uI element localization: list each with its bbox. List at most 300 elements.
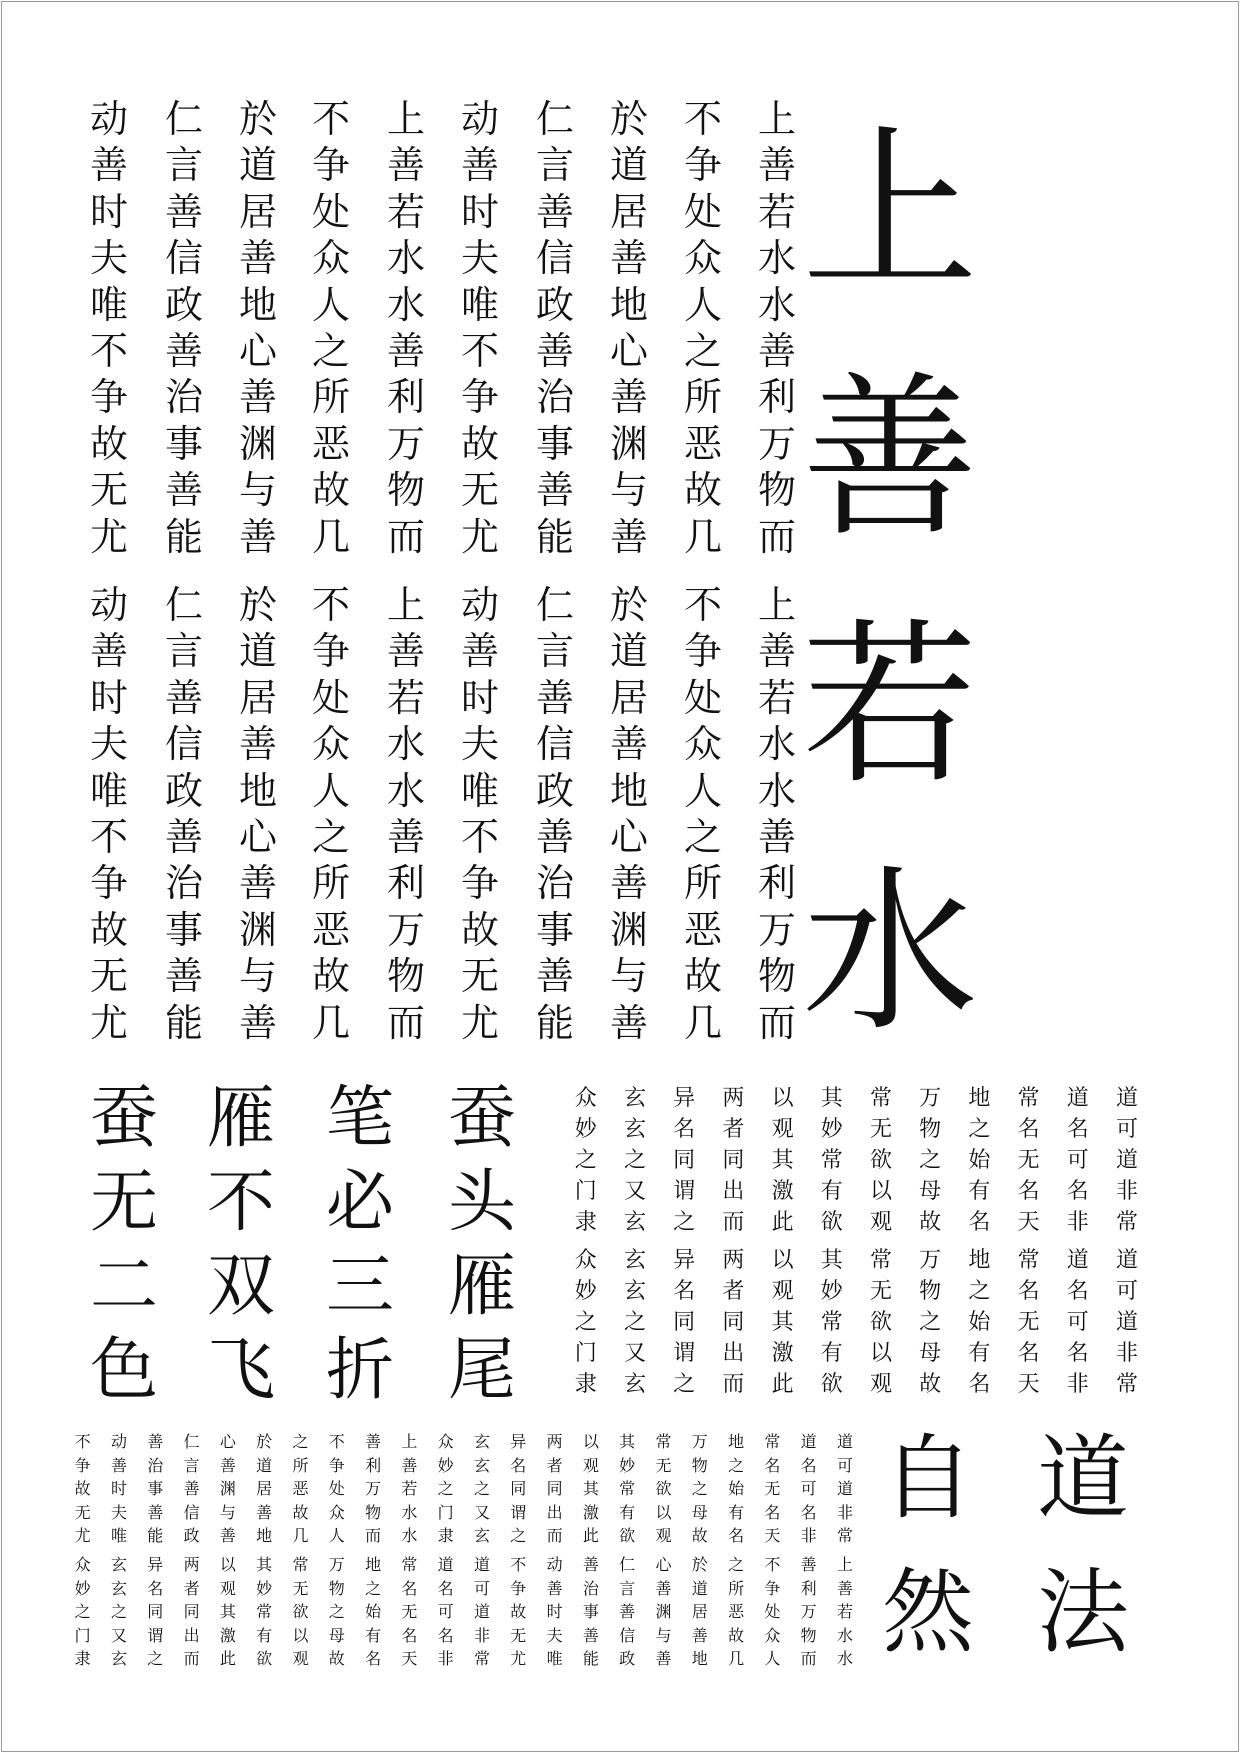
poem-char: 善 <box>238 722 277 767</box>
small-text-char: 善 <box>147 1432 164 1451</box>
idiom-char: 无 <box>89 1163 158 1242</box>
daodejing-char: 可 <box>1066 1148 1089 1173</box>
small-text-char: 谓 <box>147 1625 164 1645</box>
small-text-char: 此 <box>582 1526 599 1546</box>
small-text-char: 物 <box>328 1578 345 1598</box>
small-text-column <box>325 1553 349 1671</box>
small-text-char: 治 <box>147 1455 164 1475</box>
small-text-column <box>143 1430 167 1548</box>
poem-char: 无 <box>460 468 499 513</box>
poem-char: 水 <box>757 722 796 767</box>
small-text-char: 道 <box>473 1602 490 1622</box>
small-text-char: 同 <box>147 1602 164 1622</box>
poem-char: 水 <box>386 768 425 813</box>
poem-char: 不 <box>311 97 350 141</box>
poem-char: 渊 <box>238 421 277 466</box>
small-text-char: 水 <box>401 1526 418 1546</box>
small-text-char: 无 <box>510 1625 527 1645</box>
daodejing-column <box>571 1083 601 1238</box>
poem-char: 尤 <box>460 514 499 559</box>
daodejing-char: 常 <box>869 1086 892 1111</box>
big-title-char: 若 <box>801 603 978 808</box>
poem-char: 利 <box>757 861 796 906</box>
poem-char: 信 <box>535 722 574 767</box>
poem-char: 不 <box>460 328 499 373</box>
daodejing-column <box>718 1245 748 1400</box>
daodejing-char: 物 <box>919 1117 942 1142</box>
daodejing-char: 之 <box>623 1148 646 1173</box>
poem-char: 动 <box>89 583 128 627</box>
small-text-column <box>434 1430 458 1548</box>
small-text-char: 言 <box>183 1455 200 1475</box>
daodejing-char: 观 <box>771 1117 794 1142</box>
daodejing-char: 欲 <box>869 1148 892 1173</box>
small-text-char: 善 <box>401 1455 418 1475</box>
daodejing-char: 两 <box>722 1086 745 1111</box>
poem-char: 而 <box>386 514 425 559</box>
poem-char: 水 <box>386 722 425 767</box>
poem-char: 处 <box>311 675 350 720</box>
dao-fa-ziran-char: 自 <box>881 1425 974 1532</box>
poem-char: 故 <box>683 468 722 513</box>
small-text-char: 地 <box>691 1649 708 1669</box>
poem-char: 几 <box>683 514 722 559</box>
poem-char: 道 <box>609 143 648 188</box>
poem-char: 恶 <box>311 907 350 952</box>
small-text-char: 以 <box>582 1432 599 1451</box>
small-text-char: 不 <box>74 1432 91 1451</box>
poem-char: 善 <box>460 629 499 674</box>
poem-column <box>86 582 132 1046</box>
poem-column <box>532 96 578 560</box>
poem-char: 善 <box>757 328 796 373</box>
poem-char: 心 <box>238 328 277 373</box>
small-text-column <box>216 1430 240 1548</box>
small-text-char: 常 <box>401 1555 418 1574</box>
poem-char: 渊 <box>609 907 648 952</box>
poem-char: 善 <box>535 328 574 373</box>
small-text-char: 处 <box>764 1602 781 1622</box>
poem-char: 恶 <box>311 421 350 466</box>
daodejing-char: 名 <box>1066 1179 1089 1204</box>
poem-char: 善 <box>757 814 796 859</box>
poem-char: 处 <box>311 189 350 234</box>
poem-char: 於 <box>238 583 277 627</box>
daodejing-char: 以 <box>771 1086 794 1111</box>
daodejing-char: 之 <box>673 1372 696 1397</box>
poem-column <box>680 582 726 1046</box>
poem-column <box>308 96 354 560</box>
small-text-char: 门 <box>437 1502 454 1522</box>
small-text-char: 以 <box>219 1555 236 1574</box>
poem-column <box>680 96 726 560</box>
daodejing-char: 隶 <box>574 1372 597 1397</box>
daodejing-column <box>1014 1245 1044 1400</box>
poem-char: 水 <box>386 282 425 327</box>
daodejing-char: 名 <box>673 1279 696 1304</box>
small-text-char: 之 <box>110 1602 127 1622</box>
daodejing-char: 同 <box>722 1148 745 1173</box>
daodejing-char: 道 <box>1066 1248 1089 1273</box>
daodejing-char: 又 <box>623 1179 646 1204</box>
poem-char: 言 <box>164 143 203 188</box>
small-text-char: 异 <box>510 1432 527 1451</box>
small-text-char: 激 <box>582 1502 599 1522</box>
small-text-column <box>760 1553 784 1671</box>
poem-char: 夫 <box>89 722 128 767</box>
small-text-char: 善 <box>147 1502 164 1522</box>
poem-char: 利 <box>386 375 425 420</box>
small-text-char: 非 <box>437 1649 454 1669</box>
poem-char: 尤 <box>89 1000 128 1045</box>
poem-char: 时 <box>460 675 499 720</box>
poem-char: 道 <box>238 143 277 188</box>
poem-column <box>161 582 207 1046</box>
poem-char: 时 <box>460 189 499 234</box>
daodejing-char: 而 <box>722 1210 745 1235</box>
small-text-char: 事 <box>147 1479 164 1499</box>
small-text-char: 仁 <box>183 1432 200 1451</box>
daodejing-char: 可 <box>1115 1279 1138 1304</box>
small-text-char: 善 <box>546 1578 563 1598</box>
small-text-char: 信 <box>183 1502 200 1522</box>
poem-char: 善 <box>238 861 277 906</box>
poem-char: 人 <box>311 768 350 813</box>
small-text-char: 之 <box>691 1479 708 1499</box>
poem-char: 尤 <box>460 1000 499 1045</box>
poem-char: 几 <box>311 1000 350 1045</box>
poem-char: 能 <box>164 514 203 559</box>
daodejing-char: 出 <box>722 1179 745 1204</box>
poem-char: 水 <box>386 236 425 281</box>
poem-char: 善 <box>535 954 574 999</box>
poem-char: 恶 <box>683 421 722 466</box>
poem-char: 争 <box>683 629 722 674</box>
poem-char: 善 <box>164 814 203 859</box>
daodejing-char: 无 <box>1017 1310 1040 1335</box>
small-text-char: 上 <box>401 1432 418 1451</box>
poem-char: 善 <box>609 514 648 559</box>
daodejing-char: 故 <box>919 1372 942 1397</box>
idiom-char: 飞 <box>206 1331 275 1410</box>
idiom-column <box>79 1077 169 1413</box>
small-text-char: 此 <box>219 1649 236 1669</box>
small-text-char: 若 <box>836 1602 853 1622</box>
poem-char: 善 <box>609 722 648 767</box>
daodejing-char: 地 <box>968 1086 991 1111</box>
daodejing-char: 之 <box>574 1148 597 1173</box>
small-text-column <box>833 1430 857 1548</box>
poem-char: 善 <box>460 143 499 188</box>
small-text-char: 之 <box>292 1432 309 1451</box>
small-text-char: 善 <box>219 1455 236 1475</box>
small-text-char: 之 <box>473 1479 490 1499</box>
daodejing-char: 名 <box>968 1210 991 1235</box>
small-text-char: 欲 <box>619 1526 636 1546</box>
daodejing-char: 地 <box>968 1248 991 1273</box>
small-text-char: 天 <box>401 1649 418 1669</box>
poem-char: 动 <box>460 583 499 627</box>
daodejing-char: 始 <box>968 1148 991 1173</box>
poem-char: 所 <box>311 861 350 906</box>
small-text-char: 争 <box>74 1455 91 1475</box>
daodejing-char: 无 <box>869 1117 892 1142</box>
daodejing-char: 常 <box>1017 1086 1040 1111</box>
small-text-char: 无 <box>292 1578 309 1598</box>
daodejing-char: 常 <box>1115 1372 1138 1397</box>
small-text-char: 故 <box>510 1602 527 1622</box>
poem-char: 时 <box>89 189 128 234</box>
dao-fa-ziran-char: 道 <box>1036 1425 1129 1532</box>
small-text-char: 若 <box>401 1479 418 1499</box>
small-text-column <box>107 1553 131 1671</box>
big-title-char: 善 <box>801 356 978 561</box>
daodejing-char: 玄 <box>623 1372 646 1397</box>
daodejing-column <box>768 1083 798 1238</box>
small-text-column <box>180 1430 204 1548</box>
poem-char: 之 <box>311 814 350 859</box>
daodejing-char: 其 <box>771 1148 794 1173</box>
small-text-char: 争 <box>764 1578 781 1598</box>
poem-char: 处 <box>683 189 722 234</box>
poem-column <box>235 582 281 1046</box>
small-text-char: 善 <box>110 1455 127 1475</box>
small-text-char: 名 <box>401 1578 418 1598</box>
small-text-char: 不 <box>764 1555 781 1574</box>
daodejing-char: 天 <box>1017 1210 1040 1235</box>
small-text-char: 众 <box>437 1432 454 1451</box>
small-text-char: 所 <box>292 1455 309 1475</box>
poem-char: 不 <box>311 583 350 627</box>
small-text-column <box>71 1430 95 1548</box>
poem-char: 与 <box>238 468 277 513</box>
poem-char: 地 <box>238 768 277 813</box>
daodejing-char: 此 <box>771 1210 794 1235</box>
small-text-column <box>397 1553 421 1671</box>
poem-char: 故 <box>89 907 128 952</box>
poem-char: 若 <box>757 189 796 234</box>
small-text-column <box>434 1553 458 1671</box>
daodejing-char: 有 <box>820 1179 843 1204</box>
small-text-char: 恶 <box>728 1602 745 1622</box>
daodejing-column <box>620 1245 650 1400</box>
small-text-char: 同 <box>546 1479 563 1499</box>
poem-char: 若 <box>757 675 796 720</box>
daodejing-char: 之 <box>623 1310 646 1335</box>
daodejing-char: 观 <box>771 1279 794 1304</box>
poem-char: 居 <box>238 675 277 720</box>
poem-char: 故 <box>311 954 350 999</box>
daodejing-char: 同 <box>673 1148 696 1173</box>
small-text-char: 政 <box>183 1526 200 1546</box>
poem-char: 处 <box>683 675 722 720</box>
small-text-char: 之 <box>510 1526 527 1546</box>
daodejing-char: 有 <box>968 1179 991 1204</box>
small-text-char: 众 <box>764 1625 781 1645</box>
idiom-char: 雁 <box>447 1247 516 1326</box>
daodejing-column <box>817 1245 847 1400</box>
small-text-char: 观 <box>582 1455 599 1475</box>
small-text-char: 常 <box>256 1602 273 1622</box>
poem-char: 故 <box>89 421 128 466</box>
daodejing-column <box>1112 1245 1142 1400</box>
daodejing-char: 之 <box>919 1310 942 1335</box>
poem-char: 能 <box>535 1000 574 1045</box>
idiom-char: 双 <box>206 1247 275 1326</box>
small-text-char: 水 <box>836 1649 853 1669</box>
daodejing-char: 其 <box>771 1310 794 1335</box>
small-text-char: 玄 <box>473 1526 490 1546</box>
small-text-char: 万 <box>365 1479 382 1499</box>
poem-char: 故 <box>683 954 722 999</box>
idiom-char: 蚕 <box>447 1079 516 1158</box>
small-text-char: 名 <box>764 1502 781 1522</box>
small-text-char: 名 <box>147 1578 164 1598</box>
poem-char: 能 <box>164 1000 203 1045</box>
small-text-char: 不 <box>510 1555 527 1574</box>
poem-char: 上 <box>386 583 425 627</box>
daodejing-char: 以 <box>869 1179 892 1204</box>
daodejing-char: 名 <box>1066 1279 1089 1304</box>
poem-char: 善 <box>386 143 425 188</box>
small-text-char: 居 <box>691 1602 708 1622</box>
small-text-char: 动 <box>546 1555 563 1574</box>
daodejing-char: 者 <box>722 1117 745 1142</box>
idiom-char: 三 <box>325 1247 394 1326</box>
daodejing-char: 其 <box>820 1248 843 1273</box>
daodejing-char: 天 <box>1017 1372 1040 1397</box>
small-text-char: 之 <box>365 1578 382 1598</box>
poem-char: 无 <box>89 954 128 999</box>
small-text-char: 地 <box>365 1555 382 1574</box>
small-text-char: 善 <box>219 1526 236 1546</box>
small-text-char: 常 <box>655 1432 672 1451</box>
daodejing-char: 玄 <box>623 1248 646 1273</box>
poem-char: 地 <box>609 282 648 327</box>
daodejing-char: 之 <box>673 1210 696 1235</box>
poem-column <box>754 582 800 1046</box>
small-text-char: 善 <box>582 1555 599 1574</box>
small-text-char: 善 <box>691 1625 708 1645</box>
small-text-char: 故 <box>292 1502 309 1522</box>
poem-char: 善 <box>386 814 425 859</box>
poem-char: 事 <box>164 421 203 466</box>
poem-char: 争 <box>683 143 722 188</box>
daodejing-char: 妙 <box>574 1117 597 1142</box>
poem-char: 几 <box>311 514 350 559</box>
daodejing-char: 玄 <box>623 1086 646 1111</box>
poem-char: 争 <box>311 143 350 188</box>
small-text-char: 善 <box>582 1625 599 1645</box>
daodejing-char: 母 <box>919 1179 942 1204</box>
poem-char: 渊 <box>609 421 648 466</box>
small-text-char: 无 <box>655 1455 672 1475</box>
daodejing-char: 出 <box>722 1341 745 1366</box>
daodejing-column <box>669 1083 699 1238</box>
poem-char: 居 <box>609 189 648 234</box>
daodejing-char: 万 <box>919 1248 942 1273</box>
poem-char: 时 <box>89 675 128 720</box>
daodejing-char: 名 <box>673 1117 696 1142</box>
poem-char: 不 <box>683 97 722 141</box>
poem-char: 於 <box>238 97 277 141</box>
small-text-char: 而 <box>546 1526 563 1546</box>
daodejing-column <box>768 1245 798 1400</box>
small-text-char: 善 <box>619 1602 636 1622</box>
poem-char: 治 <box>164 861 203 906</box>
daodejing-char: 两 <box>722 1248 745 1273</box>
poem-char: 所 <box>683 861 722 906</box>
poem-column <box>161 96 207 560</box>
small-text-char: 其 <box>256 1555 273 1574</box>
small-text-char: 妙 <box>74 1578 91 1598</box>
daodejing-char: 以 <box>869 1341 892 1366</box>
idiom-column <box>437 1077 527 1413</box>
poem-char: 善 <box>89 629 128 674</box>
daodejing-char: 常 <box>820 1310 843 1335</box>
small-text-char: 众 <box>328 1502 345 1522</box>
daodejing-char: 谓 <box>673 1179 696 1204</box>
small-text-char: 隶 <box>437 1526 454 1546</box>
small-text-char: 之 <box>728 1555 745 1574</box>
small-text-column <box>543 1430 567 1548</box>
poem-char: 无 <box>460 954 499 999</box>
big-title-column <box>790 88 990 1076</box>
poem-char: 政 <box>535 282 574 327</box>
poem-char: 善 <box>535 814 574 859</box>
small-text-char: 万 <box>328 1555 345 1574</box>
small-text-column <box>652 1553 676 1671</box>
small-text-char: 观 <box>292 1649 309 1669</box>
daodejing-char: 常 <box>1017 1248 1040 1273</box>
poem-char: 言 <box>535 629 574 674</box>
daodejing-char: 名 <box>1017 1179 1040 1204</box>
small-text-char: 常 <box>764 1432 781 1451</box>
poem-char: 能 <box>535 514 574 559</box>
poem-char: 事 <box>535 421 574 466</box>
small-text-char: 名 <box>437 1578 454 1598</box>
daodejing-char: 以 <box>771 1248 794 1273</box>
daodejing-char: 欲 <box>820 1210 843 1235</box>
daodejing-column <box>1063 1245 1093 1400</box>
poem-char: 不 <box>683 583 722 627</box>
poem-char: 故 <box>460 421 499 466</box>
small-text-char: 善 <box>655 1649 672 1669</box>
daodejing-char: 常 <box>820 1148 843 1173</box>
poem-char: 上 <box>757 583 796 627</box>
daodejing-char: 物 <box>919 1279 942 1304</box>
daodejing-column <box>620 1083 650 1238</box>
daodejing-char: 同 <box>722 1310 745 1335</box>
small-text-char: 道 <box>836 1479 853 1499</box>
daodejing-char: 异 <box>673 1086 696 1111</box>
poem-char: 善 <box>164 954 203 999</box>
small-text-char: 政 <box>619 1649 636 1669</box>
small-text-char: 妙 <box>619 1455 636 1475</box>
daodejing-char: 始 <box>968 1310 991 1335</box>
small-text-char: 者 <box>183 1578 200 1598</box>
small-text-char: 所 <box>728 1578 745 1598</box>
daodejing-char: 之 <box>968 1117 991 1142</box>
daodejing-char: 谓 <box>673 1341 696 1366</box>
poem-char: 动 <box>89 97 128 141</box>
poem-column <box>86 96 132 560</box>
small-text-char: 渊 <box>219 1479 236 1499</box>
small-text-char: 时 <box>110 1479 127 1499</box>
poem-char: 万 <box>386 907 425 952</box>
poem-char: 心 <box>609 814 648 859</box>
small-text-column <box>543 1553 567 1671</box>
